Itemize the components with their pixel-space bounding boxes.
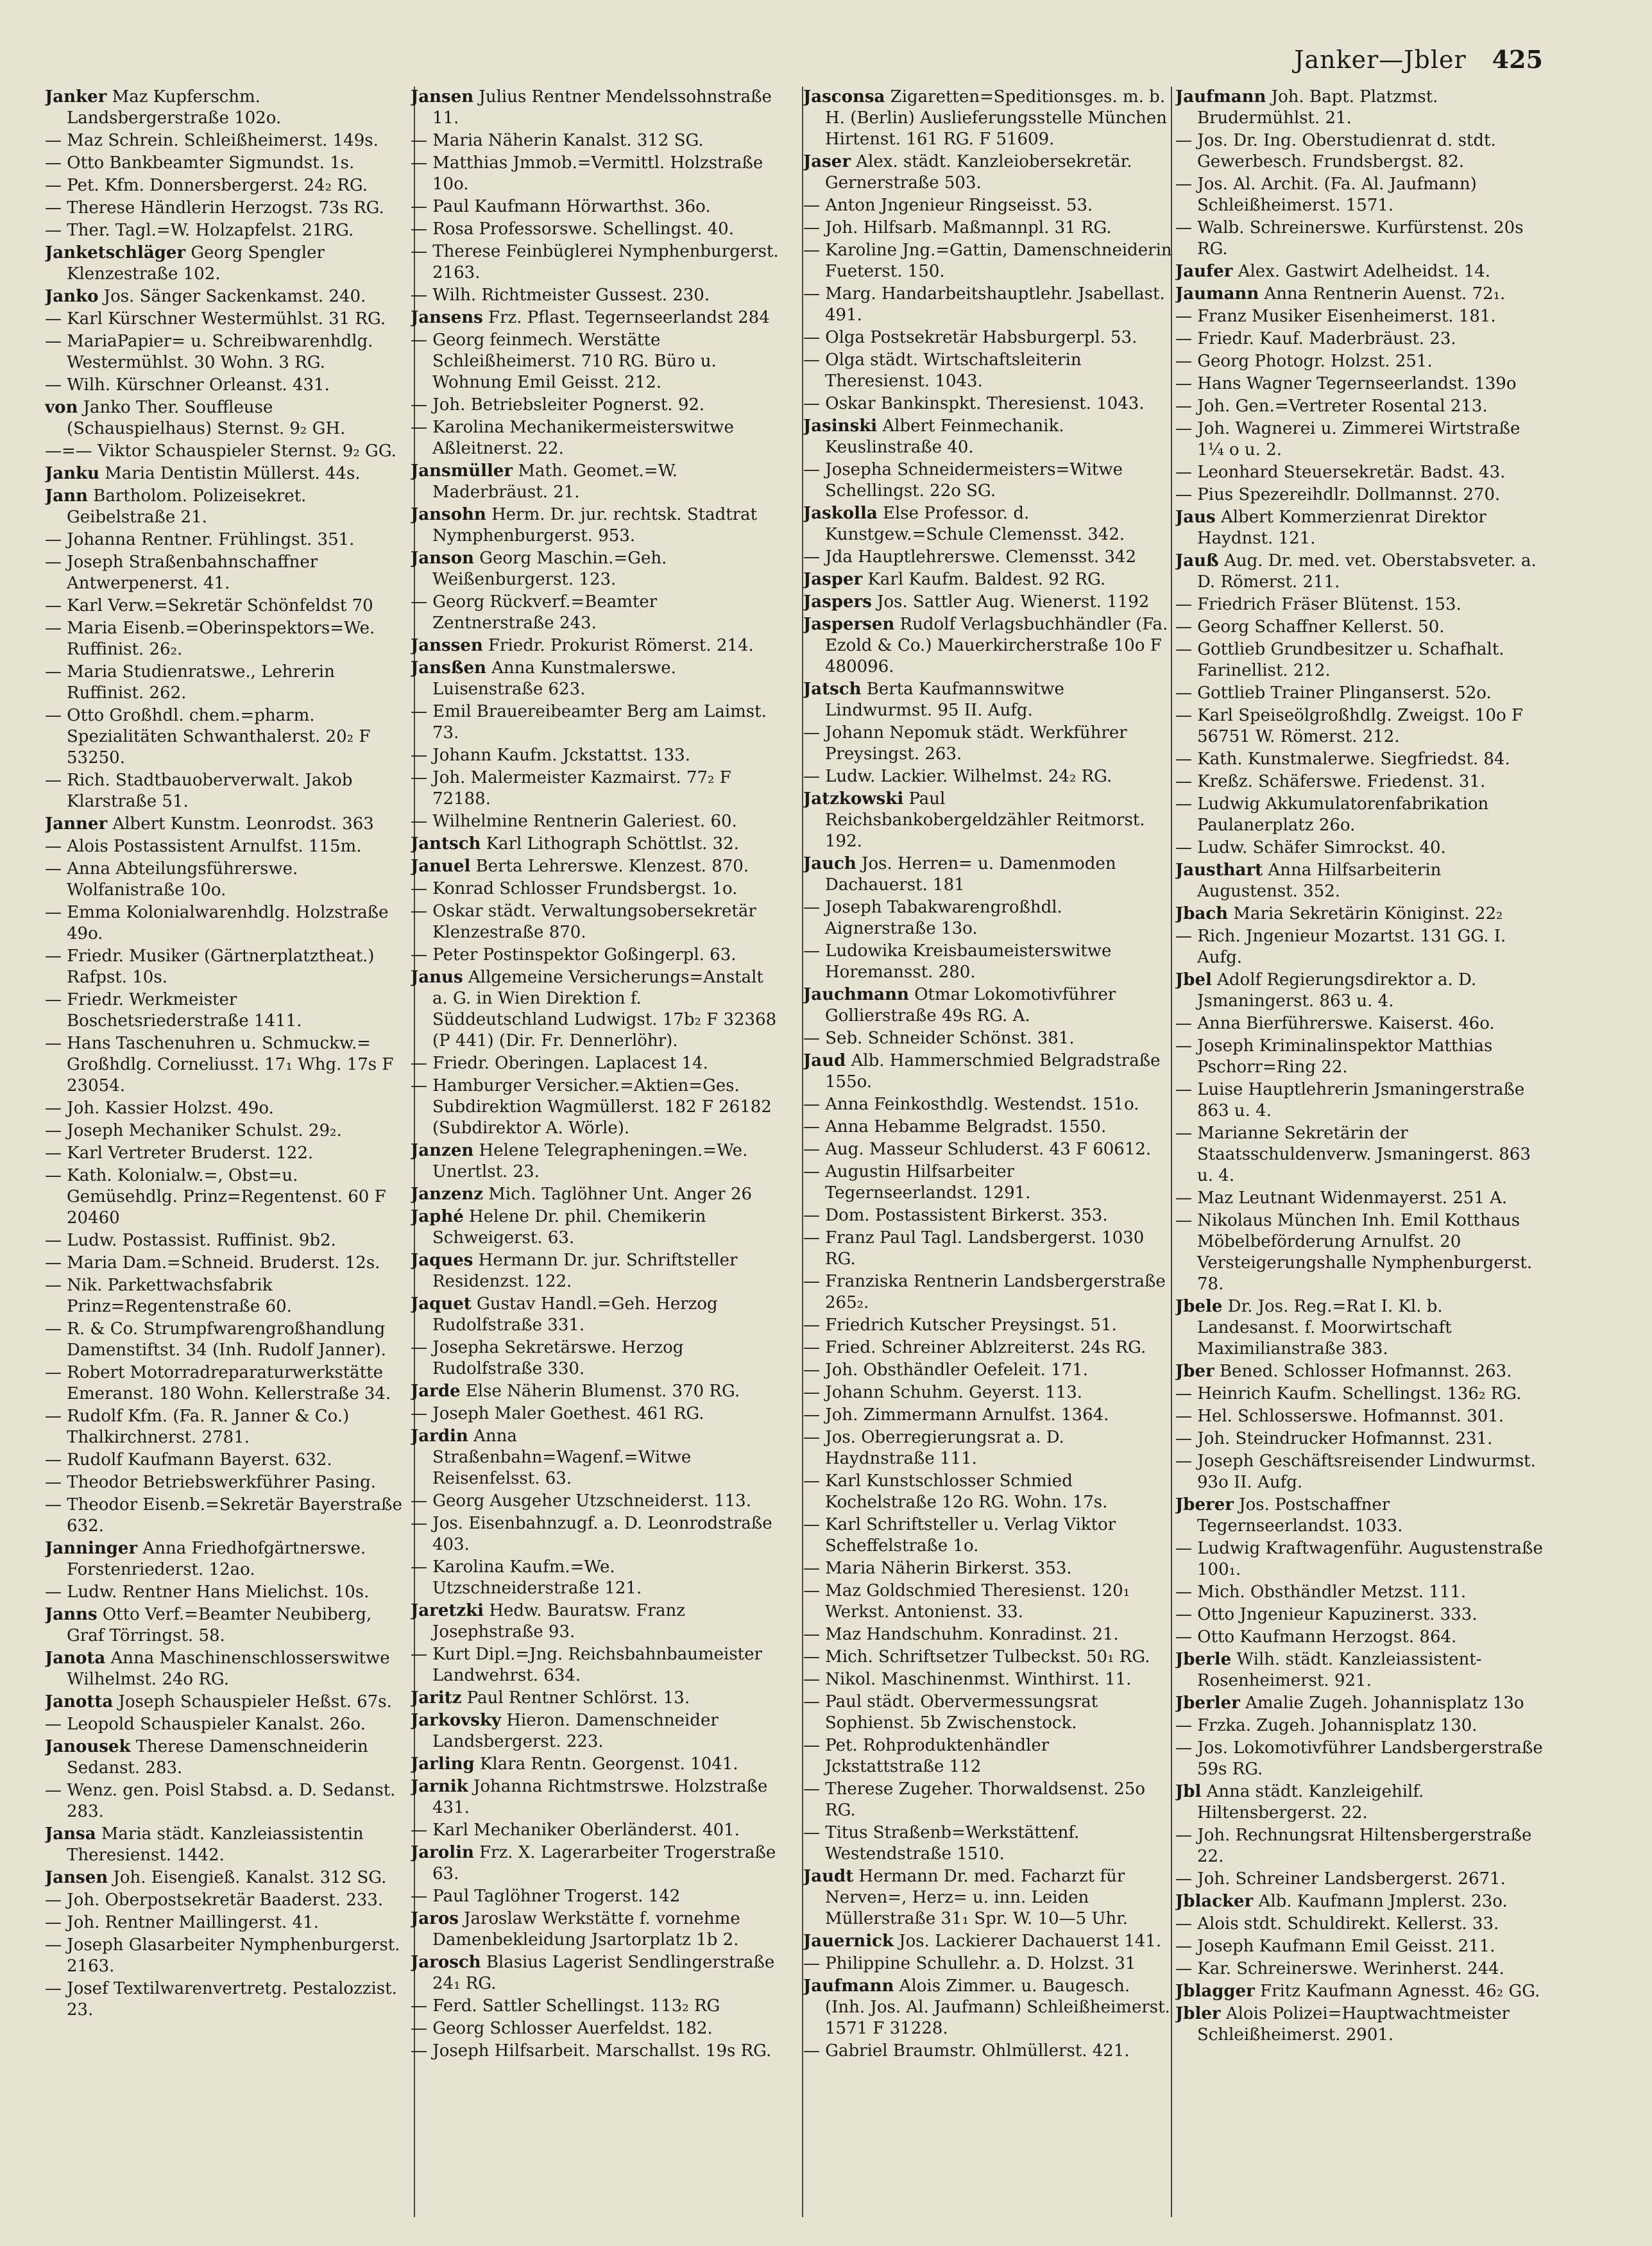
directory-entry: — Augustin Hilfsarbeiter Tegernseerlandst. 1291. bbox=[803, 1162, 1031, 1203]
directory-entry-surname: Jauch Jos. Herren= u. Damenmoden Dachauerst. 181 bbox=[803, 854, 1116, 895]
directory-entry-surname: Jarling Klara Rentn. Georgenst. 1041. bbox=[411, 1754, 738, 1774]
directory-entry: — Leonhard Steuersekretär. Badst. 43. bbox=[1175, 463, 1506, 482]
directory-entry: — Kath. Kunstmalerwe. Siegfriedst. 84. bbox=[1175, 750, 1510, 769]
directory-entry: — Jos. Dr. Ing. Oberstudienrat d. stdt. Gewerbesch. Frundsbergst. 82. bbox=[1175, 131, 1496, 171]
directory-entry: — Joseph Kriminalinspektor Matthias Pschorr=Ring 22. bbox=[1175, 1036, 1493, 1077]
directory-entry: — Joseph Straßenbahnschaffner Antwerpenerst. 41. bbox=[45, 553, 318, 593]
directory-entry: — Matthias Jmmob.=Vermittl. Holzstraße 10o. bbox=[411, 153, 763, 194]
directory-entry: — Rudolf Kaufmann Bayerst. 632. bbox=[45, 1450, 332, 1470]
directory-entry: — Anna Bierführerswe. Kaiserst. 46o. bbox=[1175, 1014, 1495, 1033]
directory-entry-surname: Jansßen Anna Kunstmalerswe. Luisenstraße 623. bbox=[411, 658, 676, 699]
directory-entry: — Paul städt. Obervermessungsrat Sophienst. 5b Zwischenstock. bbox=[803, 1692, 1098, 1733]
directory-entry: — Walb. Schreinerswe. Kurfürstenst. 20s RG. bbox=[1175, 218, 1524, 259]
directory-entry: — Maria Näherin Kanalst. 312 SG. bbox=[411, 131, 704, 150]
directory-entry: — Fried. Schreiner Ablzreiterst. 24s RG. bbox=[803, 1338, 1146, 1357]
directory-entry: — Joseph Mechaniker Schulst. 29₂. bbox=[45, 1121, 342, 1140]
directory-entry: — Jda Hauptlehrerswe. Clemensst. 342 bbox=[803, 547, 1136, 567]
directory-entry: — Johann Kaufm. Jckstattst. 133. bbox=[411, 746, 690, 765]
directory-entry: — Johanna Rentner. Frühlingst. 351. bbox=[45, 530, 355, 549]
directory-entry: — Karl Mechaniker Oberländerst. 401. bbox=[411, 1821, 740, 1840]
directory-entry-surname: Janson Georg Maschin.=Geh. Weißenburgerst. 123. bbox=[411, 549, 667, 589]
directory-entry-surname: Jansen Julius Rentner Mendelssohnstraße 11. bbox=[411, 87, 772, 128]
directory-entry-surname: Janku Maria Dentistin Müllerst. 44s. bbox=[45, 464, 361, 483]
directory-entry-surname: Jaumann Anna Rentnerin Auenst. 72₁. bbox=[1175, 284, 1506, 304]
directory-entry: — Franziska Rentnerin Landsbergerstraße 265₂. bbox=[803, 1272, 1166, 1312]
directory-entry: — Nikol. Maschinenmst. Winthirst. 11. bbox=[803, 1670, 1132, 1689]
directory-entry-surname: Jaros Jaroslaw Werkstätte f. vornehme Damenbekleidung Jsartorplatz 1b 2. bbox=[411, 1909, 740, 1950]
directory-entry: — Johann Schuhm. Geyerst. 113. bbox=[803, 1383, 1083, 1402]
directory-entry: — Jos. Al. Archit. (Fa. Al. Jaufmann) Schleißheimerst. 1571. bbox=[1175, 175, 1477, 215]
directory-entry-surname: Jaskolla Else Professor. d. Kunstgew.=Schule Clemensst. 342. bbox=[803, 504, 1125, 544]
directory-entry: — Karl Vertreter Bruderst. 122. bbox=[45, 1144, 314, 1163]
directory-entry-surname: Janousek Therese Damenschneiderin Sedanst. 283. bbox=[45, 1737, 368, 1778]
directory-entry: — Luise Hauptlehrerin Jsmaningerstraße 863 u. 4. bbox=[1175, 1080, 1525, 1120]
directory-entry: — Aug. Masseur Schluderst. 43 F 60612. bbox=[803, 1140, 1152, 1159]
directory-entry-surname: Jantsch Karl Lithograph Schöttlst. 32. bbox=[411, 834, 739, 853]
directory-entry: — Marianne Sekretärin der Staatsschuldenverw. Jsmaningerst. 863 u. 4. bbox=[1175, 1124, 1531, 1185]
directory-entry: — Paul Kaufmann Hörwarthst. 36o. bbox=[411, 197, 711, 216]
directory-entry: — Karl Kürschner Westermühlst. 31 RG. bbox=[45, 309, 386, 329]
directory-entry-surname: Janotta Joseph Schauspieler Heßst. 67s. bbox=[45, 1692, 392, 1711]
directory-entry-surname: Jauernick Jos. Lackierer Dachauerst 141. bbox=[803, 1932, 1162, 1951]
directory-entry-surname: Jauß Aug. Dr. med. vet. Oberstabsveter. a. D. Römerst. 211. bbox=[1175, 551, 1537, 592]
directory-entry: — Joh. Schreiner Landsbergerst. 2671. bbox=[1175, 1869, 1506, 1889]
directory-entry-surname: Jaspersen Rudolf Verlagsbuchhändler (Fa. Ezold & Co.) Mauerkircherstraße 10o F 480096. bbox=[803, 615, 1168, 676]
directory-entry: — Hans Wagner Tegernseerlandst. 139o bbox=[1175, 374, 1517, 393]
directory-entry: — Otto Kaufmann Herzogst. 864. bbox=[1175, 1627, 1457, 1647]
directory-entry: — Olga Postsekretär Habsburgerpl. 53. bbox=[803, 328, 1137, 347]
directory-entry-surname: Jbele Dr. Jos. Reg.=Rat I. Kl. b. Landesanst. f. Moorwirtschaft Maximilianstraße 383. bbox=[1175, 1297, 1452, 1359]
directory-entry: — Karl Speiseölgroßhdlg. Zweigst. 10o F 56751 W. Römerst. 212. bbox=[1175, 706, 1524, 746]
directory-entry: — Emma Kolonialwarenhdlg. Holzstraße 49o. bbox=[45, 903, 389, 943]
directory-entry-surname: Jasconsa Zigaretten=Speditionsges. m. b. H. (Berlin) Auslieferungsstelle München Hirtenst. 161 RG. F 51609. bbox=[803, 87, 1167, 149]
directory-entry: — Rich. Stadtbauoberverwalt. Jakob Klarstraße 51. bbox=[45, 771, 353, 811]
directory-entry: — MariaPapier= u. Schreibwarenhdlg. Westermühlst. 30 Wohn. 3 RG. bbox=[45, 332, 373, 372]
directory-entry: — Rosa Professorswe. Schellingst. 40. bbox=[411, 219, 734, 239]
directory-entry: — Maria Studienratswe., Lehrerin Ruffinist. 262. bbox=[45, 662, 335, 703]
directory-entry: — Emil Brauereibeamter Berg am Laimst. 73. bbox=[411, 702, 767, 742]
directory-entry-surname: Janker Maz Kupferschm. Landsbergerstraße 102o. bbox=[45, 87, 282, 128]
directory-entry: — Joseph Glasarbeiter Nymphenburgerst. 2163. bbox=[45, 1935, 400, 1976]
directory-entry: — Alois stdt. Schuldirekt. Kellerst. 33. bbox=[1175, 1914, 1499, 1933]
directory-entry: — Jos. Oberregierungsrat a. D. Haydnstraße 111. bbox=[803, 1428, 1064, 1468]
directory-entry: — Friedr. Werkmeister Boschetsriederstraße 1411. bbox=[45, 990, 302, 1031]
directory-entry-surname: Jaquet Gustav Handl.=Geh. Herzog Rudolfstraße 331. bbox=[411, 1294, 718, 1335]
directory-entry: —=— Viktor Schauspieler Sternst. 9₂ GG. bbox=[45, 441, 396, 461]
directory-entry-surname: Jaud Alb. Hammerschmied Belgradstraße 155o. bbox=[803, 1051, 1161, 1092]
directory-entry: — Maz Handschuhm. Konradinst. 21. bbox=[803, 1625, 1119, 1644]
directory-entry: — Maria Eisenb.=Oberinspektors=We. Ruffinist. 26₂. bbox=[45, 619, 375, 659]
directory-entry: — Therese Händlerin Herzogst. 73s RG. bbox=[45, 198, 384, 218]
directory-entry-surname: Jarolin Frz. X. Lagerarbeiter Trogerstraße 63. bbox=[411, 1843, 776, 1883]
directory-entry: — Peter Postinspektor Goßingerpl. 63. bbox=[411, 945, 737, 964]
column-2 bbox=[411, 87, 779, 2224]
directory-entry: — Anna Abteilungsführerswe. Wolfanistraße 10o. bbox=[45, 859, 298, 900]
directory-entry: — Kreßz. Schäferswe. Friedenst. 31. bbox=[1175, 772, 1486, 791]
directory-entry: — Karl Verw.=Sekretär Schönfeldst 70 bbox=[45, 596, 373, 615]
page-header bbox=[1294, 45, 1543, 74]
directory-entry: — Georg Schlosser Auerfeldst. 182. bbox=[411, 2019, 713, 2038]
directory-entry-surname: Jblagger Fritz Kaufmann Agnesst. 46₂ GG. bbox=[1175, 1982, 1540, 2001]
directory-entry-surname: Janzen Helene Telegrapheningen.=We. Unertlst. 23. bbox=[411, 1141, 748, 1181]
directory-entry-surname: Janko Jos. Sänger Sackenkamst. 240. bbox=[45, 287, 366, 306]
directory-entry-surname: Jaritz Paul Rentner Schlörst. 13. bbox=[411, 1688, 690, 1708]
directory-entry: — Georg Photogr. Holzst. 251. bbox=[1175, 352, 1433, 371]
directory-entry: — Frzka. Zugeh. Johannisplatz 130. bbox=[1175, 1716, 1477, 1735]
directory-entry: — Karl Schriftsteller u. Verlag Viktor Scheffelstraße 1o. bbox=[803, 1515, 1116, 1556]
directory-entry: — Leopold Schauspieler Kanalst. 26o. bbox=[45, 1715, 366, 1734]
directory-entry: — Nik. Parkettwachsfabrik Prinz=Regentenstraße 60. bbox=[45, 1276, 292, 1316]
directory-entry-surname: Jasinski Albert Feinmechanik. Keuslinstraße 40. bbox=[803, 416, 1064, 457]
directory-entry: — Oskar städt. Verwaltungsobersekretär Klenzestraße 870. bbox=[411, 902, 756, 942]
directory-entry: — Johann Nepomuk städt. Werkführer Preysingst. 263. bbox=[803, 723, 1127, 764]
directory-entry: — Theodor Betriebswerkführer Pasing. bbox=[45, 1473, 377, 1492]
directory-entry: — Joh. Hilfsarb. Maßmannpl. 31 RG. bbox=[803, 218, 1112, 237]
directory-entry: — Joh. Betriebsleiter Pognerst. 92. bbox=[411, 395, 705, 415]
directory-entry: — Rudolf Kfm. (Fa. R. Janner & Co.) Thalkirchnerst. 2781. bbox=[45, 1407, 350, 1447]
directory-entry-surname: Jaretzki Hedw. Bauratsw. Franz Josephstraße 93. bbox=[411, 1601, 685, 1642]
directory-entry: — Jos. Lokomotivführer Landsbergerstraße 59s RG. bbox=[1175, 1738, 1543, 1779]
directory-entry-surname: Jaus Albert Kommerzienrat Direktor Haydnst. 121. bbox=[1175, 508, 1486, 548]
directory-entry: — Friedr. Kauf. Maderbräust. 23. bbox=[1175, 329, 1456, 348]
column-3 bbox=[803, 87, 1172, 2224]
directory-entry: — Wenz. gen. Poisl Stabsd. a. D. Sedanst. 283. bbox=[45, 1781, 396, 1821]
directory-entry-surname: Jarosch Blasius Lagerist Sendlingerstraße 24₁ RG. bbox=[411, 1953, 775, 1993]
directory-entry: — Alois Postassistent Arnulfst. 115m. bbox=[45, 837, 362, 856]
directory-entry-surname: Jarde Else Näherin Blumenst. 370 RG. bbox=[411, 1382, 740, 1401]
directory-entry: — Kurt Dipl.=Jng. Reichsbahnbaumeister Landwehrst. 634. bbox=[411, 1645, 762, 1685]
directory-entry: — Maria Dam.=Schneid. Bruderst. 12s. bbox=[45, 1253, 380, 1273]
directory-entry-surname: Jbl Anna städt. Kanzleigehilf. Hiltensbergerst. 22. bbox=[1175, 1782, 1424, 1822]
directory-entry: — Friedrich Kutscher Preysingst. 51. bbox=[803, 1316, 1117, 1335]
directory-entry: — Therese Zugeher. Thorwaldsenst. 25o RG. bbox=[803, 1779, 1146, 1820]
directory-entry: — Marg. Handarbeitshauptlehr. Jsabellast. 491. bbox=[803, 284, 1165, 325]
directory-entry: — Otto Bankbeamter Sigmundst. 1s. bbox=[45, 153, 355, 173]
directory-entry: — Ther. Tagl.=W. Holzapfelst. 21RG. bbox=[45, 221, 354, 240]
directory-entry: — Wilh. Kürschner Orleanst. 431. bbox=[45, 375, 330, 395]
directory-entry: — Joh. Zimmermann Arnulfst. 1364. bbox=[803, 1405, 1109, 1425]
directory-entry: — Gottlieb Grundbesitzer u. Schafhalt. Farinellist. 212. bbox=[1175, 640, 1504, 680]
directory-entry: — Pius Spezereihdlr. Dollmannst. 270. bbox=[1175, 485, 1501, 504]
directory-entry: — Theodor Eisenb.=Sekretär Bayerstraße 632. bbox=[45, 1495, 402, 1536]
directory-entry-surname: Jausthart Anna Hilfsarbeiterin Augustenst. 352. bbox=[1175, 861, 1442, 901]
directory-entry: — Friedr. Oberingen. Laplacest 14. bbox=[411, 1054, 708, 1073]
directory-entry: — Joseph Hilfsarbeit. Marschallst. 19s RG. bbox=[411, 2041, 772, 2061]
directory-entry-surname: Jansen Joh. Eisengieß. Kanalst. 312 SG. bbox=[45, 1868, 387, 1887]
directory-entry-surname: Jarnik Johanna Richtmstrswe. Holzstraße 431. bbox=[411, 1777, 768, 1817]
directory-entry: — R. & Co. Strumpfwarengroßhandlung Damenstiftst. 34 (Inh. Rudolf Janner). bbox=[45, 1319, 386, 1360]
directory-entry: — Joh. Malermeister Kazmairst. 77₂ F 72188. bbox=[411, 768, 731, 809]
directory-entry-surname: Jauchmann Otmar Lokomotivführer Gollierstraße 49s RG. A. bbox=[803, 985, 1116, 1025]
directory-entry: — Friedrich Fräser Blütenst. 153. bbox=[1175, 595, 1461, 614]
directory-entry: — Karolina Mechanikermeisterswitwe Aßleitnerst. 22. bbox=[411, 418, 734, 458]
directory-entry: — Joh. Gen.=Vertreter Rosental 213. bbox=[1175, 397, 1488, 416]
directory-entry: — Otto Jngenieur Kapuzinerst. 333. bbox=[1175, 1605, 1477, 1624]
directory-entry-surname: Jaser Alex. städt. Kanzleiobersekretär. Gernerstraße 503. bbox=[803, 152, 1132, 193]
directory-entry: — Georg Rückverf.=Beamter Zentnerstraße 243. bbox=[411, 592, 658, 633]
directory-entry: — Robert Motorradreparaturwerkstätte Emeranst. 180 Wohn. Kellerstraße 34. bbox=[45, 1363, 391, 1403]
directory-entry: — Rich. Jngenieur Mozartst. 131 GG. I. Aufg. bbox=[1175, 927, 1506, 967]
directory-entry-surname: Jansohn Herm. Dr. jur. rechtsk. Stadtrat Nymphenburgerst. 953. bbox=[411, 505, 758, 545]
directory-entry-surname: Jatsch Berta Kaufmannswitwe Lindwurmst. 95 II. Aufg. bbox=[803, 680, 1064, 720]
directory-entry-surname: Jatzkowski Paul Reichsbankobergeldzähler Reitmorst. 192. bbox=[803, 789, 1145, 851]
directory-entry-surname: Janns Otto Verf.=Beamter Neubiberg, Graf Törringst. 58. bbox=[45, 1605, 372, 1645]
directory-entry: — Josepha Sekretärswe. Herzog Rudolfstraße 330. bbox=[411, 1338, 684, 1378]
directory-entry: — Mich. Schriftsetzer Tulbeckst. 50₁ RG. bbox=[803, 1647, 1150, 1667]
directory-entry: — Wilhelmine Rentnerin Galeriest. 60. bbox=[411, 812, 737, 831]
directory-entry: — Konrad Schlosser Frundsbergst. 1o. bbox=[411, 879, 738, 898]
directory-entry-surname: Jaufer Alex. Gastwirt Adelheidst. 14. bbox=[1175, 262, 1491, 281]
directory-entry: — Ludwig Kraftwagenführ. Augustenstraße 100₁. bbox=[1175, 1539, 1543, 1579]
directory-entry: — Seb. Schneider Schönst. 381. bbox=[803, 1029, 1075, 1048]
directory-entry: — Karoline Jng.=Gattin, Damenschneiderin Fueterst. 150. bbox=[803, 241, 1172, 281]
directory-entry-surname: Jaufmann Alois Zimmer. u. Baugesch. (Inh. Jos. Al. Jaufmann) Schleißheimerst. 1571 F 31228. bbox=[803, 1976, 1170, 2038]
directory-entry-surname: Jblacker Alb. Kaufmann Jmplerst. 23o. bbox=[1175, 1892, 1508, 1911]
directory-entry-surname: Jaques Hermann Dr. jur. Schriftsteller Residenzst. 122. bbox=[411, 1251, 738, 1291]
directory-entry: — Joh. Obsthändler Oefeleit. 171. bbox=[803, 1360, 1088, 1380]
directory-entry: — Joh. Oberpostsekretär Baaderst. 233. bbox=[45, 1890, 384, 1910]
directory-entry-surname: Jansens Frz. Pflast. Tegernseerlandst 284 bbox=[411, 308, 770, 327]
directory-entry: — Maz Schrein. Schleißheimerst. 149s. bbox=[45, 131, 379, 150]
directory-entry: — Josef Textilwarenvertretg. Pestalozzist. 23. bbox=[45, 1979, 397, 2019]
directory-entry: — Nikolaus München Inh. Emil Kotthaus Möbelbeförderung Arnulfst. 20 Versteigerungshalle Nymphenburgerst. 78. bbox=[1175, 1211, 1533, 1294]
directory-entry: — Pet. Rohproduktenhändler Jckstattstraße 112 bbox=[803, 1736, 1050, 1776]
directory-entry: — Ludwig Akkumulatorenfabrikation Paulanerplatz 26o. bbox=[1175, 794, 1489, 835]
directory-entry-surname: Jasper Karl Kaufm. Baldest. 92 RG. bbox=[803, 570, 1106, 589]
directory-entry: — Joseph Maler Goethest. 461 RG. bbox=[411, 1404, 704, 1423]
directory-entry-surname: Jansmüller Math. Geomet.=W. Maderbräust. 21. bbox=[411, 461, 678, 502]
directory-entry: — Dom. Postassistent Birkerst. 353. bbox=[803, 1206, 1108, 1225]
directory-entry-surname: Jansa Maria städt. Kanzleiassistentin Theresienst. 1442. bbox=[45, 1824, 364, 1865]
directory-entry: — Franz Paul Tagl. Landsbergerst. 1030 RG. bbox=[803, 1228, 1145, 1269]
directory-entry-surname: Janner Albert Kunstm. Leonrodst. 363 bbox=[45, 814, 374, 834]
directory-entry: — Karl Kunstschlosser Schmied Kochelstraße 12o RG. Wohn. 17s. bbox=[803, 1471, 1108, 1512]
directory-entry-surname: Jbach Maria Sekretärin Königinst. 22₂ bbox=[1175, 904, 1503, 923]
directory-entry: — Ludw. Postassist. Ruffinist. 9b2. bbox=[45, 1231, 336, 1250]
directory-entry-surname: Janus Allgemeine Versicherungs=Anstalt a. G. in Wien Direktion f. Süddeutschland Ludwigst. 17b₂ F 32368 (P 441) (Dir. Fr. Dennerlöhr). bbox=[411, 968, 777, 1050]
directory-entry-surname: Janninger Anna Friedhofgärtnerswe. Forstenriederst. 12ao. bbox=[45, 1539, 366, 1579]
directory-entry: — Anna Hebamme Belgradst. 1550. bbox=[803, 1117, 1107, 1136]
directory-entry: — Gabriel Braumstr. Ohlmüllerst. 421. bbox=[803, 2041, 1130, 2061]
directory-entry-surname: Jbler Alois Polizei=Hauptwachtmeister Schleißheimerst. 2901. bbox=[1175, 2004, 1510, 2045]
directory-entry-surname: Janzenz Mich. Taglöhner Unt. Anger 26 bbox=[411, 1185, 753, 1204]
directory-entry: — Friedr. Musiker (Gärtnerplatztheat.) Rafpst. 10s. bbox=[45, 947, 375, 987]
directory-entry: — Hans Taschenuhren u. Schmuckw.= Großhdlg. Corneliusst. 17₁ Whg. 17s F 23054. bbox=[45, 1034, 394, 1095]
directory-entry-surname: von Janko Ther. Souffleuse (Schauspielhaus) Sternst. 9₂ GH. bbox=[45, 398, 346, 438]
directory-entry: — Ludw. Schäfer Simrockst. 40. bbox=[1175, 838, 1446, 857]
directory-entry: — Maz Leutnant Widenmayerst. 251 A. bbox=[1175, 1188, 1508, 1208]
directory-entry: — Karolina Kaufm.=We. Utzschneiderstraße 121. bbox=[411, 1557, 642, 1598]
directory-entry: — Titus Straßenb=Werkstättenf. Westendstraße 1510. bbox=[803, 1823, 1080, 1864]
directory-entry: — Joh. Rechnungsrat Hiltensbergerstraße 22. bbox=[1175, 1826, 1532, 1866]
directory-entry: — Joseph Geschäftsreisender Lindwurmst. 93o II. Aufg. bbox=[1175, 1452, 1536, 1492]
column-1 bbox=[45, 87, 414, 2224]
directory-entry: — Georg Ausgeher Utzschneiderst. 113. bbox=[411, 1491, 751, 1511]
directory-entry: — Heinrich Kaufm. Schellingst. 136₂ RG. bbox=[1175, 1384, 1522, 1403]
directory-entry: — Anton Jngenieur Ringseisst. 53. bbox=[803, 196, 1093, 215]
directory-entry-surname: Jber Bened. Schlosser Hofmannst. 263. bbox=[1175, 1362, 1512, 1381]
directory-entry-surname: Jann Bartholom. Polizeisekret. Geibelstraße 21. bbox=[45, 486, 307, 527]
directory-entry: — Anna Feinkosthdlg. Westendst. 151o. bbox=[803, 1095, 1139, 1114]
directory-entry: — Joseph Kaufmann Emil Geisst. 211. bbox=[1175, 1937, 1495, 1956]
directory-entry: — Jos. Eisenbahnzugf. a. D. Leonrodstraße 403. bbox=[411, 1514, 772, 1554]
directory-entry: — Pet. Kfm. Donnersbergerst. 24₂ RG. bbox=[45, 176, 368, 195]
directory-entry: — Maria Näherin Birkerst. 353. bbox=[803, 1559, 1072, 1578]
directory-entry: — Ludowika Kreisbaumeisterswitwe Horemansst. 280. bbox=[803, 941, 1112, 982]
directory-entry-surname: Jardin Anna Straßenbahn=Wagenf.=Witwe Reisenfelsst. 63. bbox=[411, 1427, 692, 1488]
directory-entry: — Gottlieb Trainer Plinganserst. 52o. bbox=[1175, 683, 1492, 703]
directory-entry: — Joseph Tabakwarengroßhdl. Aignerstraße 13o. bbox=[803, 898, 1062, 938]
column-4 bbox=[1175, 87, 1544, 2224]
directory-entry-surname: Jberer Jos. Postschaffner Tegernseerlandst. 1033. bbox=[1175, 1495, 1403, 1536]
directory-entry: — Georg Schaffner Kellerst. 50. bbox=[1175, 617, 1445, 637]
directory-entry: — Georg feinmech. Werstätte Schleißheimerst. 710 RG. Büro u. Wohnung Emil Geisst. 212. bbox=[411, 330, 717, 392]
directory-entry-surname: Jaufmann Joh. Bapt. Platzmst. Brudermühlst. 21. bbox=[1175, 87, 1438, 128]
directory-entry-surname: Janota Anna Maschinenschlosserswitwe Wilhelmst. 24o RG. bbox=[45, 1649, 390, 1689]
directory-entry-surname: Jberle Wilh. städt. Kanzleiassistent-Rosenheimerst. 921. bbox=[1175, 1650, 1482, 1690]
directory-entry: — Ludw. Rentner Hans Mielichst. 10s. bbox=[45, 1582, 370, 1602]
directory-entry: — Maz Goldschmied Theresienst. 120₁ Werkst. Antonienst. 33. bbox=[803, 1581, 1130, 1622]
directory-entry: — Joh. Kassier Holzst. 49o. bbox=[45, 1099, 274, 1118]
directory-entry: — Hel. Schlosserswe. Hofmannst. 301. bbox=[1175, 1407, 1504, 1426]
directory-entry: — Joh. Rentner Maillingerst. 41. bbox=[45, 1913, 319, 1932]
directory-entry: — Olga städt. Wirtschaftsleiterin Theresienst. 1043. bbox=[803, 350, 1082, 391]
directory-entry: — Ferd. Sattler Schellingst. 113₂ RG bbox=[411, 1996, 720, 2016]
directory-entry-surname: Japhé Helene Dr. phil. Chemikerin Schweigerst. 63. bbox=[411, 1207, 706, 1247]
directory-entry: — Oskar Bankinspkt. Theresienst. 1043. bbox=[803, 394, 1145, 413]
directory-entry-surname: Janssen Friedr. Prokurist Römerst. 214. bbox=[411, 636, 754, 655]
directory-entry-surname: Januel Berta Lehrerswe. Klenzest. 870. bbox=[411, 857, 749, 876]
directory-entry: — Paul Taglöhner Trogerst. 142 bbox=[411, 1887, 681, 1906]
directory-entry: — Wilh. Richtmeister Gussest. 230. bbox=[411, 286, 710, 305]
directory-entry-surname: Jarkovsky Hieron. Damenschneider Landsbergerst. 223. bbox=[411, 1711, 719, 1751]
directory-entry: — Ludw. Lackier. Wilhelmst. 24₂ RG. bbox=[803, 767, 1112, 786]
directory-entry: — Philippine Schullehr. a. D. Holzst. 31 bbox=[803, 1954, 1136, 1973]
directory-entry: — Kath. Kolonialw.=, Obst=u. Gemüsehdlg. Prinz=Regentenst. 60 F 20460 bbox=[45, 1166, 386, 1228]
directory-entry-surname: Jbel Adolf Regierungsdirektor a. D. Jsmaningerst. 863 u. 4. bbox=[1175, 970, 1477, 1011]
directory-entry: — Franz Musiker Eisenheimerst. 181. bbox=[1175, 307, 1496, 326]
directory-entry: — Joh. Wagnerei u. Zimmerei Wirtstraße 1¼ o u. 2. bbox=[1175, 419, 1520, 459]
directory-entry-surname: Janketschläger Georg Spengler Klenzestraße 102. bbox=[45, 243, 325, 284]
directory-entry: — Mich. Obsthändler Metzst. 111. bbox=[1175, 1582, 1467, 1602]
directory-entry-surname: Jaudt Hermann Dr. med. Facharzt für Nerven=, Herz= u. inn. Leiden Müllerstraße 31₁ Spr. W. 10—5 Uhr. bbox=[803, 1867, 1128, 1928]
directory-entry-surname: Jaspers Jos. Sattler Aug. Wienerst. 1192 bbox=[803, 592, 1150, 612]
directory-entry: — Therese Feinbüglerei Nymphenburgerst. 2163. bbox=[411, 242, 779, 282]
directory-entry: — Otto Großhdl. chem.=pharm. Spezialitäten Schwanthalerst. 20₂ F 53250. bbox=[45, 706, 371, 767]
directory-entry: — Kar. Schreinerswe. Werinherst. 244. bbox=[1175, 1959, 1504, 1978]
directory-entry: — Josepha Schneidermeisters=Witwe Schellingst. 22o SG. bbox=[803, 460, 1123, 501]
directory-entry-surname: Jberler Amalie Zugeh. Johannisplatz 13o bbox=[1175, 1693, 1524, 1713]
page-range: Janker—Jbler bbox=[1294, 46, 1467, 74]
directory-entry: — Joh. Steindrucker Hofmannst. 231. bbox=[1175, 1429, 1493, 1448]
directory-entry: — Hamburger Versicher.=Aktien=Ges. Subdirektion Wagmüllerst. 182 F 26182 (Subdirektor A. Wörle). bbox=[411, 1076, 772, 1138]
page-number: 425 bbox=[1492, 45, 1543, 74]
